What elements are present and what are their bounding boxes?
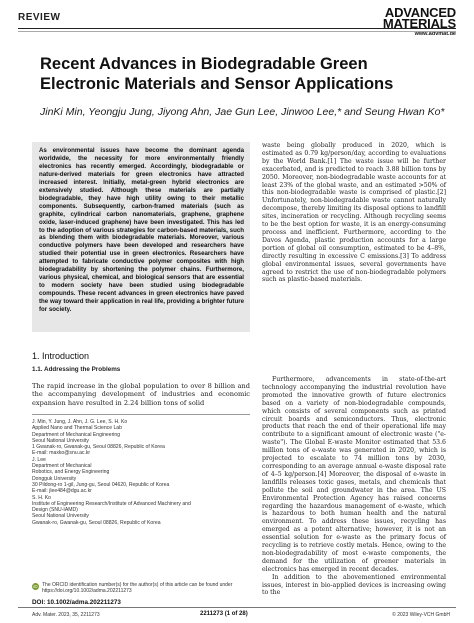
- affiliation-divider: [32, 414, 250, 415]
- footer-citation: Adv. Mater. 2023, 35, 2211273: [32, 612, 100, 618]
- affiliation-line: Applied Nano and Thermal Science Lab: [32, 425, 122, 432]
- affiliation-line: Dongguk University: [32, 475, 77, 482]
- affiliation-line: S. H. Ko: [32, 494, 51, 501]
- right-column-body: [262, 376, 446, 597]
- right-column-top: [262, 142, 446, 284]
- body-paragraph: waste being globally produced in 2020, which is estimated as 0.79 kg/person/day, according to evaluations by the World Bank.[1] The waste issue will be further exacerbated, and is predicted to reach 3.88 billion tons by 2050. Moreover, non-biodegradable waste accounts for at least 23% of the global waste, and an estimated >50% of this non-biodegradable waste is comprised of plastic.[2] Unfortunately, non-biodegradable waste cannot naturally decompose, thereby limiting its disposal options to landfill sites, incineration or recycling. Although recycling seems to be the best option for waste, it is an energy-consuming process and inefficient. Furthermore, according to the Davos Agenda, plastic production accounts for a large portion of global oil consumption, estimated to be 4–8%, directly resulting in excessive C emissions.[3] To address global environmental issues, several governments have agreed to restrict the use of non-biodegradable polymers such as plastic-based materials.: [262, 142, 446, 284]
- affiliation-line: Seoul National University: [32, 437, 89, 444]
- article-title: Recent Advances in Biodegradable Green Electronic Materials and Sensor Applications: [40, 55, 394, 93]
- header-rule-thin: [18, 31, 456, 32]
- affiliations-block: [32, 419, 250, 526]
- footer-rule: [18, 607, 456, 608]
- affiliation-line: Department of Mechanical Engineering: [32, 431, 121, 438]
- affiliation-line: 1 Gwanak-ro, Gwanak-gu, Seoul 08826, Republic of Korea: [32, 444, 165, 451]
- journal-logo[interactable]: [383, 7, 456, 37]
- journal-name-line2: MATERIALS: [382, 16, 456, 31]
- journal-name-line1: ADVANCED: [384, 5, 456, 20]
- body-paragraph: In addition to the abovementioned environmental issues, interest in bio-applied devices is increasing owing to the: [262, 573, 446, 597]
- doi-link[interactable]: DOI: 10.1002/adma.202211273: [32, 599, 121, 606]
- intro-paragraph: The rapid increase in the global population to over 8 billion and the accompanying development of industries and economic expansion have resulted in 2.24 billion tons of solid: [32, 382, 250, 407]
- footer-page-number: 2211273 (1 of 28): [200, 611, 248, 617]
- affiliation-line: Department of Mechanical: [32, 463, 92, 470]
- affiliation-line: Robotics, and Energy Engineering: [32, 469, 110, 476]
- affiliation-line: 30 Pildong-ro 1-gil, Jung-gu, Seoul 04620, Republic of Korea: [32, 481, 170, 488]
- article-type-label: REVIEW: [18, 12, 61, 23]
- affiliation-line: Design (SNU-IAMD): [32, 507, 78, 514]
- journal-url[interactable]: www.advmat.de: [414, 31, 456, 37]
- affiliation-line: Seoul National University: [32, 513, 89, 520]
- author-list: JinKi Min, Yeongju Jung, Jiyong Ahn, Jae Gun Lee, Jinwoo Lee,* and Seung Hwan Ko*: [40, 106, 445, 118]
- abstract-box: As environmental issues have become the dominant agenda worldwide, the necessity for more environmentally friendly electronics has recently emerged. Accordingly, biodegradable or nature-derived materials for green electronics have attracted increased interest. Initially, metal-green hybrid electronics are extensively studied. Although these materials are partially biodegradable, they have high utility owing to their metallic components. Subsequently, carbon-framed materials (such as graphite, cylindrical carbon nanomaterials, graphene, graphene oxide, laser-induced graphene) have been investigated. This has led to the adoption of various strategies for carbon-based materials, such as blending them with biodegradable materials. Moreover, various conductive polymers have been developed and researchers have studied their potential use in green electronics. Researchers have attempted to fabricate conductive polymer composites with high biodegradability by shortening the polymer chains. Furthermore, various physical, chemical, and biological sensors that are essential to modern society have been studied using biodegradable compounds. These recent advances in green electronics have paved the way toward their application in real life, providing a brighter future for society.: [32, 142, 250, 332]
- affiliation-line: J. Min, Y. Jung, J. Ahn, J. G. Lee, S. H. Ko: [32, 419, 128, 425]
- subsection-heading: 1.1. Addressing the Problems: [32, 366, 121, 373]
- orcid-icon[interactable]: iD: [33, 583, 38, 589]
- orcid-note-text[interactable]: The ORCID identification number(s) for the author(s) of this article can be found under https://doi.org/10.1002/adma.202211273: [42, 582, 233, 595]
- affiliation-email[interactable]: E-mail: jlee484@dgu.ac.kr: [32, 488, 92, 495]
- affiliation-line: J. Lee: [32, 456, 46, 463]
- affiliation-line: Institute of Engineering Research/Institute of Advanced Machinery and: [32, 500, 191, 507]
- section-heading: 1. Introduction: [32, 351, 90, 361]
- header-rule: [18, 28, 456, 29]
- body-paragraph: Furthermore, advancements in state-of-the-art technology accompanying the industrial revolution have promoted the innovative growth of future electronics based on a variety of non-biodegradable compounds, which consists of several components such as printed circuit boards and semiconductors. Thus, electronic products that reach the end of their operational life may contribute to a significant amount of electronic waste ("e-waste"). The Global E-waste Monitor estimated that 53.6 million tons of e-waste was generated in 2020, which is projected to escalate to 74 million tons by 2030, corresponding to an average annual e-waste disposal rate of 4–5 kg/person.[4] Moreover, the disposal of e-waste in landfills releases toxic gases, metals, and chemicals that pollute the soil and groundwater in the area. The US Environmental Protection Agency has raised concerns regarding the hazardous management of e-waste, which is hazardous to both human health and the natural environment. To address these issues, recycling has emerged as a potent alternative; however, it is not an essential solution for e-waste as the primary focus of recycling is to retrieve costly metals. Hence, owing to the non-biodegradability of most e-waste components, the demand for the utilization of greener materials in electronics has emerged in recent decades.: [262, 376, 446, 573]
- affiliation-line: Gwanak-ro, Gwanak-gu, Seoul 08826, Republic of Korea: [32, 519, 161, 526]
- orcid-note: [32, 582, 250, 594]
- affiliation-email[interactable]: E-mail: maxko@snu.ac.kr: [32, 450, 91, 457]
- footer-copyright: © 2023 Wiley-VCH GmbH: [392, 612, 450, 618]
